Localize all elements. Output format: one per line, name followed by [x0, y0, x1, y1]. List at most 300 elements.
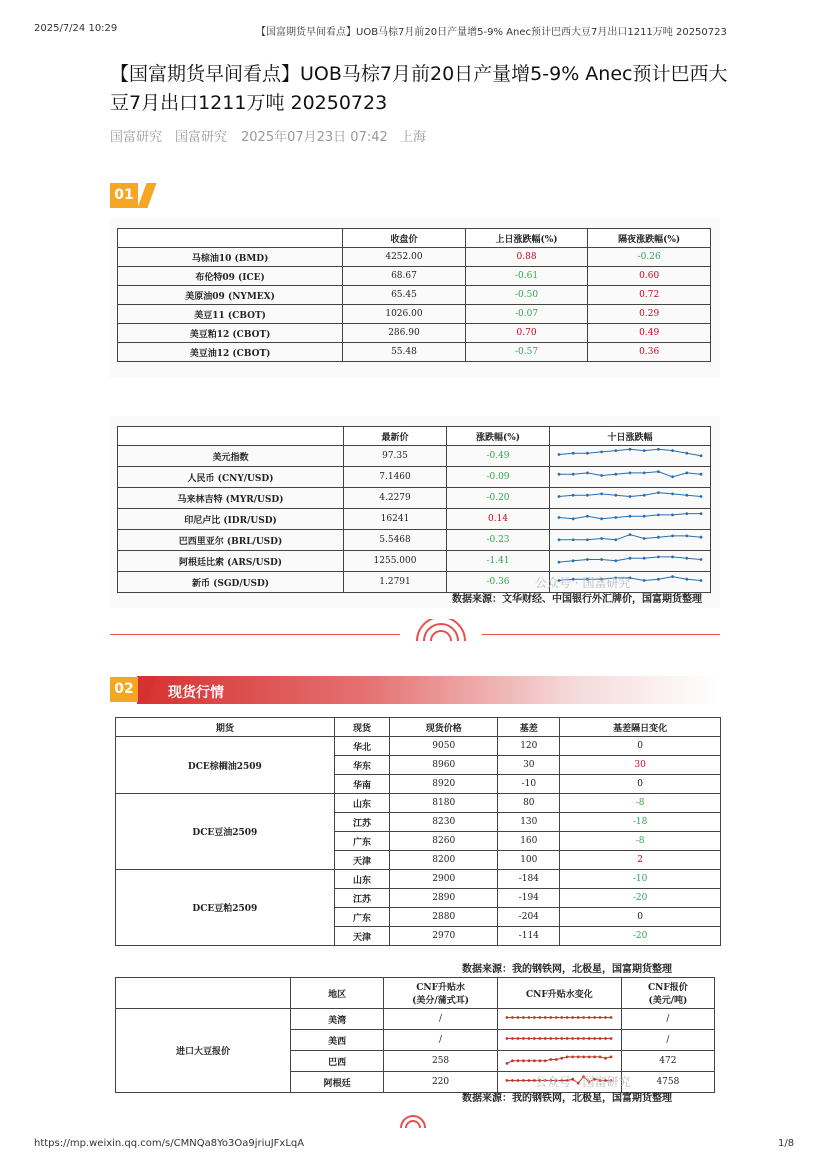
instrument-name: 美豆油12 (CBOT) — [118, 343, 343, 362]
sparkline-point — [586, 558, 589, 561]
sparkline-point — [657, 536, 660, 539]
spot-section-title: 现货行情 — [168, 685, 224, 701]
fx-row — [118, 551, 711, 572]
source-note-2: 数据来源：我的钢铁网，北极星，国富期货整理 — [462, 964, 672, 975]
sparkline-point — [572, 473, 575, 476]
close-price: 1026.00 — [343, 305, 466, 324]
print-page-title: 【国富期货早间看点】UOB马棕7月前20日产量增5-9% Anec预计巴西大豆7月出口1211万吨 20250723 — [256, 27, 727, 38]
sparkline-point — [583, 1016, 586, 1019]
sparkline-point — [572, 1056, 575, 1059]
sparkline-point — [544, 1016, 547, 1019]
futures-header-cell — [118, 229, 343, 248]
sparkline-point — [643, 537, 646, 540]
ten-day-trend — [550, 488, 711, 509]
sparkline-point — [517, 1059, 520, 1062]
spot-price: 2970 — [390, 927, 498, 946]
sparkline-point — [604, 1057, 607, 1060]
sparkline-point — [685, 512, 688, 515]
import-header-cell: 地区 — [291, 978, 384, 1009]
basis: 100 — [498, 851, 560, 870]
sparkline-point — [657, 578, 660, 581]
basis: 120 — [498, 737, 560, 756]
sparkline-point — [685, 452, 688, 455]
cnf-premium: 258 — [384, 1051, 498, 1072]
import-row — [116, 1009, 715, 1030]
sparkline-point — [629, 557, 632, 560]
basis: 80 — [498, 794, 560, 813]
sparkline-point — [657, 491, 660, 494]
sparkline-point — [643, 515, 646, 518]
sparkline-point — [586, 472, 589, 475]
currency-name: 马来林吉特 (MYR/USD) — [118, 488, 344, 509]
sparkline-point — [594, 1056, 597, 1059]
pct-change: -0.23 — [447, 530, 550, 551]
spot-header-cell: 期货 — [116, 718, 335, 737]
spot-price: 8200 — [390, 851, 498, 870]
sparkline-point — [643, 579, 646, 582]
sparkline-point — [600, 451, 603, 454]
sparkline — [555, 488, 705, 505]
sparkline — [503, 1051, 615, 1068]
sparkline-point — [572, 538, 575, 541]
import-header-cell — [116, 978, 291, 1009]
sparkline-point — [539, 1059, 542, 1062]
sparkline-point — [517, 1016, 520, 1019]
spot-row — [116, 737, 721, 756]
basis: 130 — [498, 813, 560, 832]
sparkline-point — [643, 472, 646, 475]
spot-region: 华东 — [334, 756, 390, 775]
basis: -194 — [498, 889, 560, 908]
ten-day-trend — [550, 446, 711, 467]
day-change: 0.70 — [465, 324, 588, 343]
sparkline-point — [599, 1016, 602, 1019]
cnf-premium: / — [384, 1009, 498, 1030]
currency-name: 美元指数 — [118, 446, 344, 467]
ten-day-trend — [550, 551, 711, 572]
sparkline-point — [671, 575, 674, 578]
currency-name: 新币 (SGD/USD) — [118, 572, 344, 593]
sparkline-point — [522, 1059, 525, 1062]
sparkline-point — [528, 1016, 531, 1019]
day-change: -0.61 — [465, 267, 588, 286]
spot-row — [116, 870, 721, 889]
section-badge-tail — [137, 183, 156, 208]
sparkline-point — [700, 512, 703, 515]
cnf-premium-trend — [497, 1030, 621, 1051]
spot-price: 8180 — [390, 794, 498, 813]
article-title: 【国富期货早间看点】UOB马棕7月前20日产量增5-9% Anec预计巴西大豆7月出口1211万吨 20250723 — [110, 63, 728, 114]
sparkline-point — [577, 1056, 580, 1059]
sparkline-point — [643, 557, 646, 560]
sparkline-point — [517, 1079, 520, 1082]
divider-left — [110, 634, 400, 635]
publish-date: 2025年07月23日 07:42 — [241, 130, 388, 145]
instrument-name: 美原油09 (NYMEX) — [118, 286, 343, 305]
basis-change: 0 — [560, 775, 721, 794]
sparkline-point — [511, 1037, 514, 1040]
sparkline-point — [555, 1058, 558, 1061]
source-note-1: 数据来源：文华财经、中国银行外汇牌价，国富期货整理 — [452, 594, 702, 605]
sparkline-point — [558, 473, 561, 476]
sparkline — [555, 530, 705, 547]
sparkline-point — [671, 475, 674, 478]
ten-day-trend — [550, 530, 711, 551]
sparkline-point — [685, 494, 688, 497]
night-change: 0.36 — [588, 343, 711, 362]
sparkline-point — [594, 1037, 597, 1040]
sparkline-point — [511, 1079, 514, 1082]
sparkline-point — [600, 474, 603, 477]
sparkline-point — [539, 1037, 542, 1040]
spot-region: 江苏 — [334, 813, 390, 832]
sparkline-point — [700, 495, 703, 498]
account-link[interactable]: 国富研究 — [175, 130, 228, 145]
import-region: 巴西 — [291, 1051, 384, 1072]
fx-header-cell — [118, 427, 344, 446]
spot-price: 9050 — [390, 737, 498, 756]
basis-change: -18 — [560, 813, 721, 832]
sparkline-point — [572, 517, 575, 520]
instrument-name: 美豆粕12 (CBOT) — [118, 324, 343, 343]
spot-price: 2890 — [390, 889, 498, 908]
basis-change: 0 — [560, 908, 721, 927]
spot-region: 华南 — [334, 775, 390, 794]
sparkline-point — [657, 514, 660, 517]
sparkline-point — [572, 1016, 575, 1019]
sparkline-point — [671, 493, 674, 496]
cnf-quote: / — [621, 1009, 714, 1030]
sparkline-point — [558, 538, 561, 541]
basis-change: -8 — [560, 832, 721, 851]
sparkline-point — [588, 1037, 591, 1040]
day-change: -0.57 — [465, 343, 588, 362]
cnf-premium: / — [384, 1030, 498, 1051]
spot-section-banner — [137, 676, 720, 704]
sparkline-point — [572, 559, 575, 562]
spot-table — [115, 717, 721, 946]
sparkline-point — [566, 1016, 569, 1019]
cnf-quote: 472 — [621, 1051, 714, 1072]
spot-region: 天津 — [334, 927, 390, 946]
sparkline-point — [583, 1037, 586, 1040]
latest-price: 7.1460 — [344, 467, 447, 488]
sparkline-point — [506, 1062, 509, 1065]
spot-header-cell: 基差 — [498, 718, 560, 737]
sparkline-point — [614, 473, 617, 476]
spot-region: 天津 — [334, 851, 390, 870]
fx-row — [118, 488, 711, 509]
sparkline-point — [614, 449, 617, 452]
day-change: 0.88 — [465, 248, 588, 267]
spot-header-cell: 基差隔日变化 — [560, 718, 721, 737]
divider-right — [482, 634, 720, 635]
sparkline-point — [588, 1056, 591, 1059]
pct-change: -1.41 — [447, 551, 550, 572]
sparkline-point — [643, 449, 646, 452]
sparkline-point — [583, 1056, 586, 1059]
basis-change: -20 — [560, 889, 721, 908]
fx-row — [118, 446, 711, 467]
sparkline-point — [566, 1056, 569, 1059]
cnf-quote: / — [621, 1030, 714, 1051]
ten-day-trend — [550, 509, 711, 530]
latest-price: 5.5468 — [344, 530, 447, 551]
basis: 160 — [498, 832, 560, 851]
latest-price: 1.2791 — [344, 572, 447, 593]
latest-price: 16241 — [344, 509, 447, 530]
sparkline — [555, 446, 705, 463]
sparkline-point — [629, 448, 632, 451]
sparkline-point — [517, 1037, 520, 1040]
sparkline-point — [528, 1079, 531, 1082]
sparkline — [555, 467, 705, 484]
futures-row — [118, 286, 711, 305]
sparkline — [555, 551, 705, 568]
sparkline-point — [671, 514, 674, 517]
sparkline-point — [572, 1037, 575, 1040]
sparkline-point — [550, 1037, 553, 1040]
spot-region: 山东 — [334, 870, 390, 889]
spot-region: 华北 — [334, 737, 390, 756]
fx-header-cell: 涨跌幅(%) — [447, 427, 550, 446]
spot-row — [116, 794, 721, 813]
watermark-2: 公众号 · 国富研究 — [535, 1075, 631, 1089]
sparkline-point — [544, 1037, 547, 1040]
currency-name: 人民币 (CNY/USD) — [118, 467, 344, 488]
sparkline-point — [555, 1037, 558, 1040]
basis: -114 — [498, 927, 560, 946]
night-change: 0.60 — [588, 267, 711, 286]
sparkline-point — [600, 493, 603, 496]
close-price: 4252.00 — [343, 248, 466, 267]
sparkline-point — [599, 1037, 602, 1040]
sparkline-point — [594, 1016, 597, 1019]
sparkline-point — [599, 1056, 602, 1059]
sparkline-point — [657, 448, 660, 451]
close-price: 55.48 — [343, 343, 466, 362]
close-price: 65.45 — [343, 286, 466, 305]
pct-change: 0.14 — [447, 509, 550, 530]
sparkline-point — [629, 515, 632, 518]
sparkline-point — [629, 533, 632, 536]
futures-contract: DCE棕榈油2509 — [116, 737, 335, 794]
sparkline-point — [600, 558, 603, 561]
sparkline-point — [610, 1016, 613, 1019]
futures-table — [117, 228, 711, 362]
sparkline-point — [671, 556, 674, 559]
futures-header-cell: 隔夜涨跌幅(%) — [588, 229, 711, 248]
currency-name: 印尼卢比 (IDR/USD) — [118, 509, 344, 530]
section-badge-01: 01 — [110, 183, 138, 208]
close-price: 286.90 — [343, 324, 466, 343]
sparkline-point — [544, 1059, 547, 1062]
sparkline-point — [700, 558, 703, 561]
sparkline-point — [685, 578, 688, 581]
instrument-name: 布伦特09 (ICE) — [118, 267, 343, 286]
sparkline-point — [614, 538, 617, 541]
sparkline-point — [550, 1058, 553, 1061]
sparkline-point — [610, 1056, 613, 1059]
import-soybean-label: 进口大豆报价 — [116, 1009, 291, 1093]
sparkline-point — [533, 1037, 536, 1040]
source-note-3: 数据来源：我的钢铁网，北极星，国富期货整理 — [462, 1093, 672, 1104]
day-change: -0.07 — [465, 305, 588, 324]
sparkline — [503, 1030, 615, 1047]
spot-price: 2900 — [390, 870, 498, 889]
sparkline-point — [657, 556, 660, 559]
spot-region: 江苏 — [334, 889, 390, 908]
sparkline-point — [558, 453, 561, 456]
sparkline-point — [685, 557, 688, 560]
sparkline-point — [506, 1016, 509, 1019]
sparkline-point — [671, 449, 674, 452]
basis: 30 — [498, 756, 560, 775]
cnf-premium-trend — [497, 1009, 621, 1030]
sparkline-point — [522, 1079, 525, 1082]
sparkline-point — [533, 1016, 536, 1019]
spot-price: 8260 — [390, 832, 498, 851]
page-number: 1/8 — [778, 1138, 795, 1149]
futures-contract: DCE豆油2509 — [116, 794, 335, 870]
spot-price: 2880 — [390, 908, 498, 927]
sparkline-point — [614, 559, 617, 562]
publish-location: 上海 — [400, 130, 427, 145]
pct-change: -0.49 — [447, 446, 550, 467]
sparkline-point — [561, 1016, 564, 1019]
sparkline-point — [522, 1037, 525, 1040]
sparkline-point — [555, 1016, 558, 1019]
futures-contract: DCE豆粕2509 — [116, 870, 335, 946]
fx-header-cell: 十日涨跌幅 — [550, 427, 711, 446]
article-author: 国富研究 — [110, 130, 163, 145]
basis: -204 — [498, 908, 560, 927]
spot-price: 8920 — [390, 775, 498, 794]
sparkline-point — [610, 1037, 613, 1040]
futures-row — [118, 267, 711, 286]
cnf-quote: 4758 — [621, 1072, 714, 1093]
currency-name: 阿根廷比索 (ARS/USD) — [118, 551, 344, 572]
print-datetime: 2025/7/24 10:29 — [34, 23, 118, 34]
sparkline-point — [558, 561, 561, 564]
spot-price: 8960 — [390, 756, 498, 775]
sparkline-point — [685, 535, 688, 538]
import-header-cell: CNF报价 (美元/吨) — [621, 978, 714, 1009]
import-region: 美西 — [291, 1030, 384, 1051]
spot-region: 广东 — [334, 832, 390, 851]
close-price: 68.67 — [343, 267, 466, 286]
sparkline-point — [533, 1059, 536, 1062]
sparkline-point — [558, 495, 561, 498]
fx-row — [118, 509, 711, 530]
page-url[interactable]: https://mp.weixin.qq.com/s/CMNQa8Yo3Oa9jriuJFxLqA — [34, 1138, 305, 1149]
sparkline — [555, 509, 705, 526]
wave-ornament-icon — [415, 619, 467, 643]
pct-change: -0.20 — [447, 488, 550, 509]
sparkline-point — [577, 1037, 580, 1040]
spot-region: 山东 — [334, 794, 390, 813]
cnf-premium: 220 — [384, 1072, 498, 1093]
import-region: 阿根廷 — [291, 1072, 384, 1093]
basis-change: 0 — [560, 737, 721, 756]
sparkline-point — [586, 515, 589, 518]
sparkline-point — [671, 535, 674, 538]
sparkline-point — [685, 472, 688, 475]
sparkline-point — [528, 1059, 531, 1062]
cnf-premium-trend — [497, 1051, 621, 1072]
sparkline-point — [586, 538, 589, 541]
sparkline-point — [614, 516, 617, 519]
ten-day-trend — [550, 467, 711, 488]
futures-row — [118, 324, 711, 343]
night-change: 0.29 — [588, 305, 711, 324]
fx-row — [118, 467, 711, 488]
sparkline-point — [629, 472, 632, 475]
sparkline-point — [572, 452, 575, 455]
import-header-cell: CNF升贴水 (美分/蒲式耳) — [384, 978, 498, 1009]
futures-row — [118, 305, 711, 324]
latest-price: 1255.000 — [344, 551, 447, 572]
sparkline-point — [600, 537, 603, 540]
basis-change: -10 — [560, 870, 721, 889]
sparkline-point — [588, 1016, 591, 1019]
sparkline-point — [629, 495, 632, 498]
spot-header-cell: 现货价格 — [390, 718, 498, 737]
sparkline-point — [566, 1037, 569, 1040]
sparkline-point — [586, 452, 589, 455]
spot-header-cell: 现货 — [334, 718, 390, 737]
sparkline-point — [539, 1016, 542, 1019]
sparkline-point — [700, 473, 703, 476]
futures-row — [118, 343, 711, 362]
wave-ornament-icon-2 — [400, 1112, 426, 1128]
pct-change: -0.36 — [447, 572, 550, 593]
sparkline-point — [700, 454, 703, 457]
sparkline-point — [614, 494, 617, 497]
basis-change: 30 — [560, 756, 721, 775]
futures-row — [118, 248, 711, 267]
sparkline-point — [506, 1079, 509, 1082]
latest-price: 4.2279 — [344, 488, 447, 509]
sparkline-point — [561, 1057, 564, 1060]
sparkline-point — [657, 470, 660, 473]
sparkline-point — [643, 494, 646, 497]
futures-header-cell: 收盘价 — [343, 229, 466, 248]
day-change: -0.50 — [465, 286, 588, 305]
night-change: 0.49 — [588, 324, 711, 343]
fx-table — [117, 426, 711, 593]
fx-row — [118, 530, 711, 551]
sparkline-point — [506, 1037, 509, 1040]
night-change: -0.26 — [588, 248, 711, 267]
basis: -10 — [498, 775, 560, 794]
sparkline-point — [600, 517, 603, 520]
watermark: 公众号 · 国富研究 — [535, 576, 631, 590]
import-region: 美湾 — [291, 1009, 384, 1030]
basis: -184 — [498, 870, 560, 889]
sparkline-point — [700, 579, 703, 582]
instrument-name: 美豆11 (CBOT) — [118, 305, 343, 324]
sparkline-point — [550, 1016, 553, 1019]
sparkline-point — [511, 1059, 514, 1062]
sparkline — [503, 1009, 615, 1026]
sparkline-point — [604, 1016, 607, 1019]
futures-header-cell: 上日涨跌幅(%) — [465, 229, 588, 248]
sparkline-point — [511, 1016, 514, 1019]
instrument-name: 马棕油10 (BMD) — [118, 248, 343, 267]
basis-change: 2 — [560, 851, 721, 870]
section-badge-02: 02 — [110, 677, 138, 702]
